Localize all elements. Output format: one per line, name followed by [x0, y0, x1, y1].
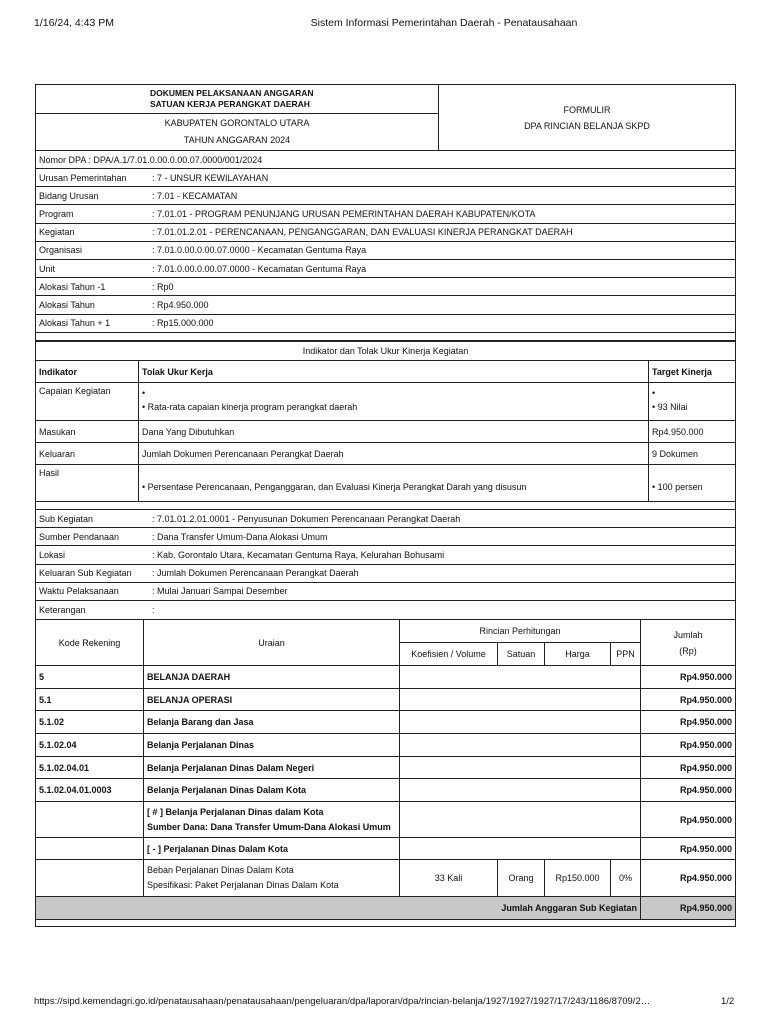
info-row: Alokasi Tahun + 1 : Rp15.000.000: [36, 314, 736, 332]
info-table: [35, 150, 736, 341]
sub-kegiatan-row: Waktu Pelaksanaan : Mulai Januari Sampai Desember: [36, 582, 736, 600]
table-row: 5.1.02.04.01 Belanja Perjalanan Dinas Dalam Negeri Rp4.950.000: [36, 756, 736, 779]
info-row: Bidang Urusan : 7.01 - KECAMATAN: [36, 187, 736, 205]
formulir-name: DPA RINCIAN BELANJA SKPD: [524, 120, 650, 131]
print-page-title: Sistem Informasi Pemerintahan Daerah - Penatausahaan: [310, 17, 578, 29]
indicator-row-masukan: Masukan Dana Yang Dibutuhkan Rp4.950.000: [36, 421, 736, 443]
col-ppn: PPN: [611, 643, 641, 666]
document-title: [36, 85, 439, 114]
sub-kegiatan-row: Lokasi : Kab. Gorontalo Utara, Kecamatan Gentuma Raya, Kelurahan Bohusami: [36, 546, 736, 564]
col-tolak-ukur: Tolak Ukur Kerja: [139, 361, 649, 383]
subgroup-row: [ - ] Perjalanan Dinas Dalam Kota Rp4.950.000: [36, 838, 736, 860]
sub-kegiatan-row: Keterangan :: [36, 600, 736, 619]
col-jumlah: Jumlah (Rp): [641, 620, 736, 666]
info-row: Organisasi : 7.01.0.00.0.00.07.0000 - Kecamatan Gentuma Raya: [36, 241, 736, 259]
sub-kegiatan-table: [35, 509, 736, 620]
region-box: [36, 114, 439, 151]
title-line-2: SATUAN KERJA PERANGKAT DAERAH: [150, 99, 310, 109]
nomor-dpa: Nomor DPA : DPA/A.1/7.01.0.00.0.00.07.0000/001/2024: [36, 151, 736, 169]
col-harga: Harga: [545, 643, 611, 666]
info-row: Program : 7.01.01 - PROGRAM PENUNJANG URUSAN PEMERINTAHAN DAERAH KABUPATEN/KOTA: [36, 205, 736, 223]
indicator-table: [35, 341, 736, 510]
sub-kegiatan-row: Sumber Pendanaan : Dana Transfer Umum-Dana Alokasi Umum: [36, 528, 736, 546]
item-row: Beban Perjalanan Dinas Dalam Kota Spesifikasi: Paket Perjalanan Dinas Dalam Kota 33 Kali Orang Rp150.000 0% Rp4.950.000: [36, 860, 736, 897]
kabupaten: KABUPATEN GORONTALO UTARA: [164, 118, 310, 128]
formulir-box: [439, 85, 736, 151]
spacer-row: [36, 920, 736, 927]
indicator-row-keluaran: Keluaran Jumlah Dokumen Perencanaan Perangkat Daerah 9 Dokumen: [36, 443, 736, 465]
total-value: Rp4.950.000: [641, 897, 736, 920]
page-url: https://sipd.kemendagri.go.id/penatausahaan/penatausahaan/pengeluaran/dpa/laporan/dpa/rincian-belanja/1927/1927/1927/17/243/1186/8709/2…: [34, 996, 651, 1007]
spacer-row: [36, 332, 736, 340]
total-label: Jumlah Anggaran Sub Kegiatan: [36, 897, 641, 920]
total-row: [36, 897, 736, 920]
print-timestamp: 1/16/24, 4:43 PM: [34, 17, 114, 29]
group-row: [ # ] Belanja Perjalanan Dinas dalam Kota Sumber Dana: Dana Transfer Umum-Dana Alokasi Umum Rp4.950.000: [36, 802, 736, 838]
print-header: [0, 17, 768, 31]
info-row: Kegiatan : 7.01.01.2.01 - PERENCANAAN, PENGANGGARAN, DAN EVALUASI KINERJA PERANGKAT DAERAH: [36, 223, 736, 241]
col-satuan: Satuan: [498, 643, 545, 666]
page-number: 1/2: [721, 996, 735, 1007]
col-target-kinerja: Target Kinerja: [649, 361, 736, 383]
col-koefisien: Koefisien / Volume: [400, 643, 498, 666]
indicator-row-hasil: Hasil • Persentase Perencanaan, Penganggaran, dan Evaluasi Kinerja Perangkat Darah yang disusun • 100 persen: [36, 465, 736, 502]
col-indikator: Indikator: [36, 361, 139, 383]
info-row: Alokasi Tahun -1 : Rp0: [36, 278, 736, 296]
rincian-table: [35, 619, 736, 927]
table-row: 5.1.02.04.01.0003 Belanja Perjalanan Dinas Dalam Kota Rp4.950.000: [36, 779, 736, 802]
title-line-1: DOKUMEN PELAKSANAAN ANGGARAN: [150, 88, 314, 98]
table-row: 5.1.02 Belanja Barang dan Jasa Rp4.950.000: [36, 711, 736, 734]
formulir-label: FORMULIR: [563, 104, 611, 115]
sub-kegiatan-row: Sub Kegiatan : 7.01.01.2.01.0001 - Penyusunan Dokumen Perencanaan Perangkat Daerah: [36, 510, 736, 528]
table-row: 5.1 BELANJA OPERASI Rp4.950.000: [36, 688, 736, 711]
col-kode-rekening: Kode Rekening: [36, 620, 144, 666]
tahun-anggaran: TAHUN ANGGARAN 2024: [183, 135, 291, 145]
info-row: Alokasi Tahun : Rp4.950.000: [36, 296, 736, 314]
sub-kegiatan-row: Keluaran Sub Kegiatan : Jumlah Dokumen Perencanaan Perangkat Daerah: [36, 564, 736, 582]
info-row: Unit : 7.01.0.00.0.00.07.0000 - Kecamatan Gentuma Raya: [36, 259, 736, 277]
table-row: 5 BELANJA DAERAH Rp4.950.000: [36, 666, 736, 689]
indicator-row-capaian: Capaian Kegiatan • • Rata-rata capaian kinerja program perangkat daerah • • 93 Nilai: [36, 383, 736, 421]
table-row: 5.1.02.04 Belanja Perjalanan Dinas Rp4.950.000: [36, 734, 736, 757]
info-row: Urusan Pemerintahan : 7 - UNSUR KEWILAYAHAN: [36, 169, 736, 187]
indicator-section-title: Indikator dan Tolak Ukur Kinerja Kegiatan: [36, 342, 736, 361]
col-rincian-perhitungan: Rincian Perhitungan: [400, 620, 641, 643]
document-header: [35, 84, 736, 151]
col-uraian: Uraian: [144, 620, 400, 666]
